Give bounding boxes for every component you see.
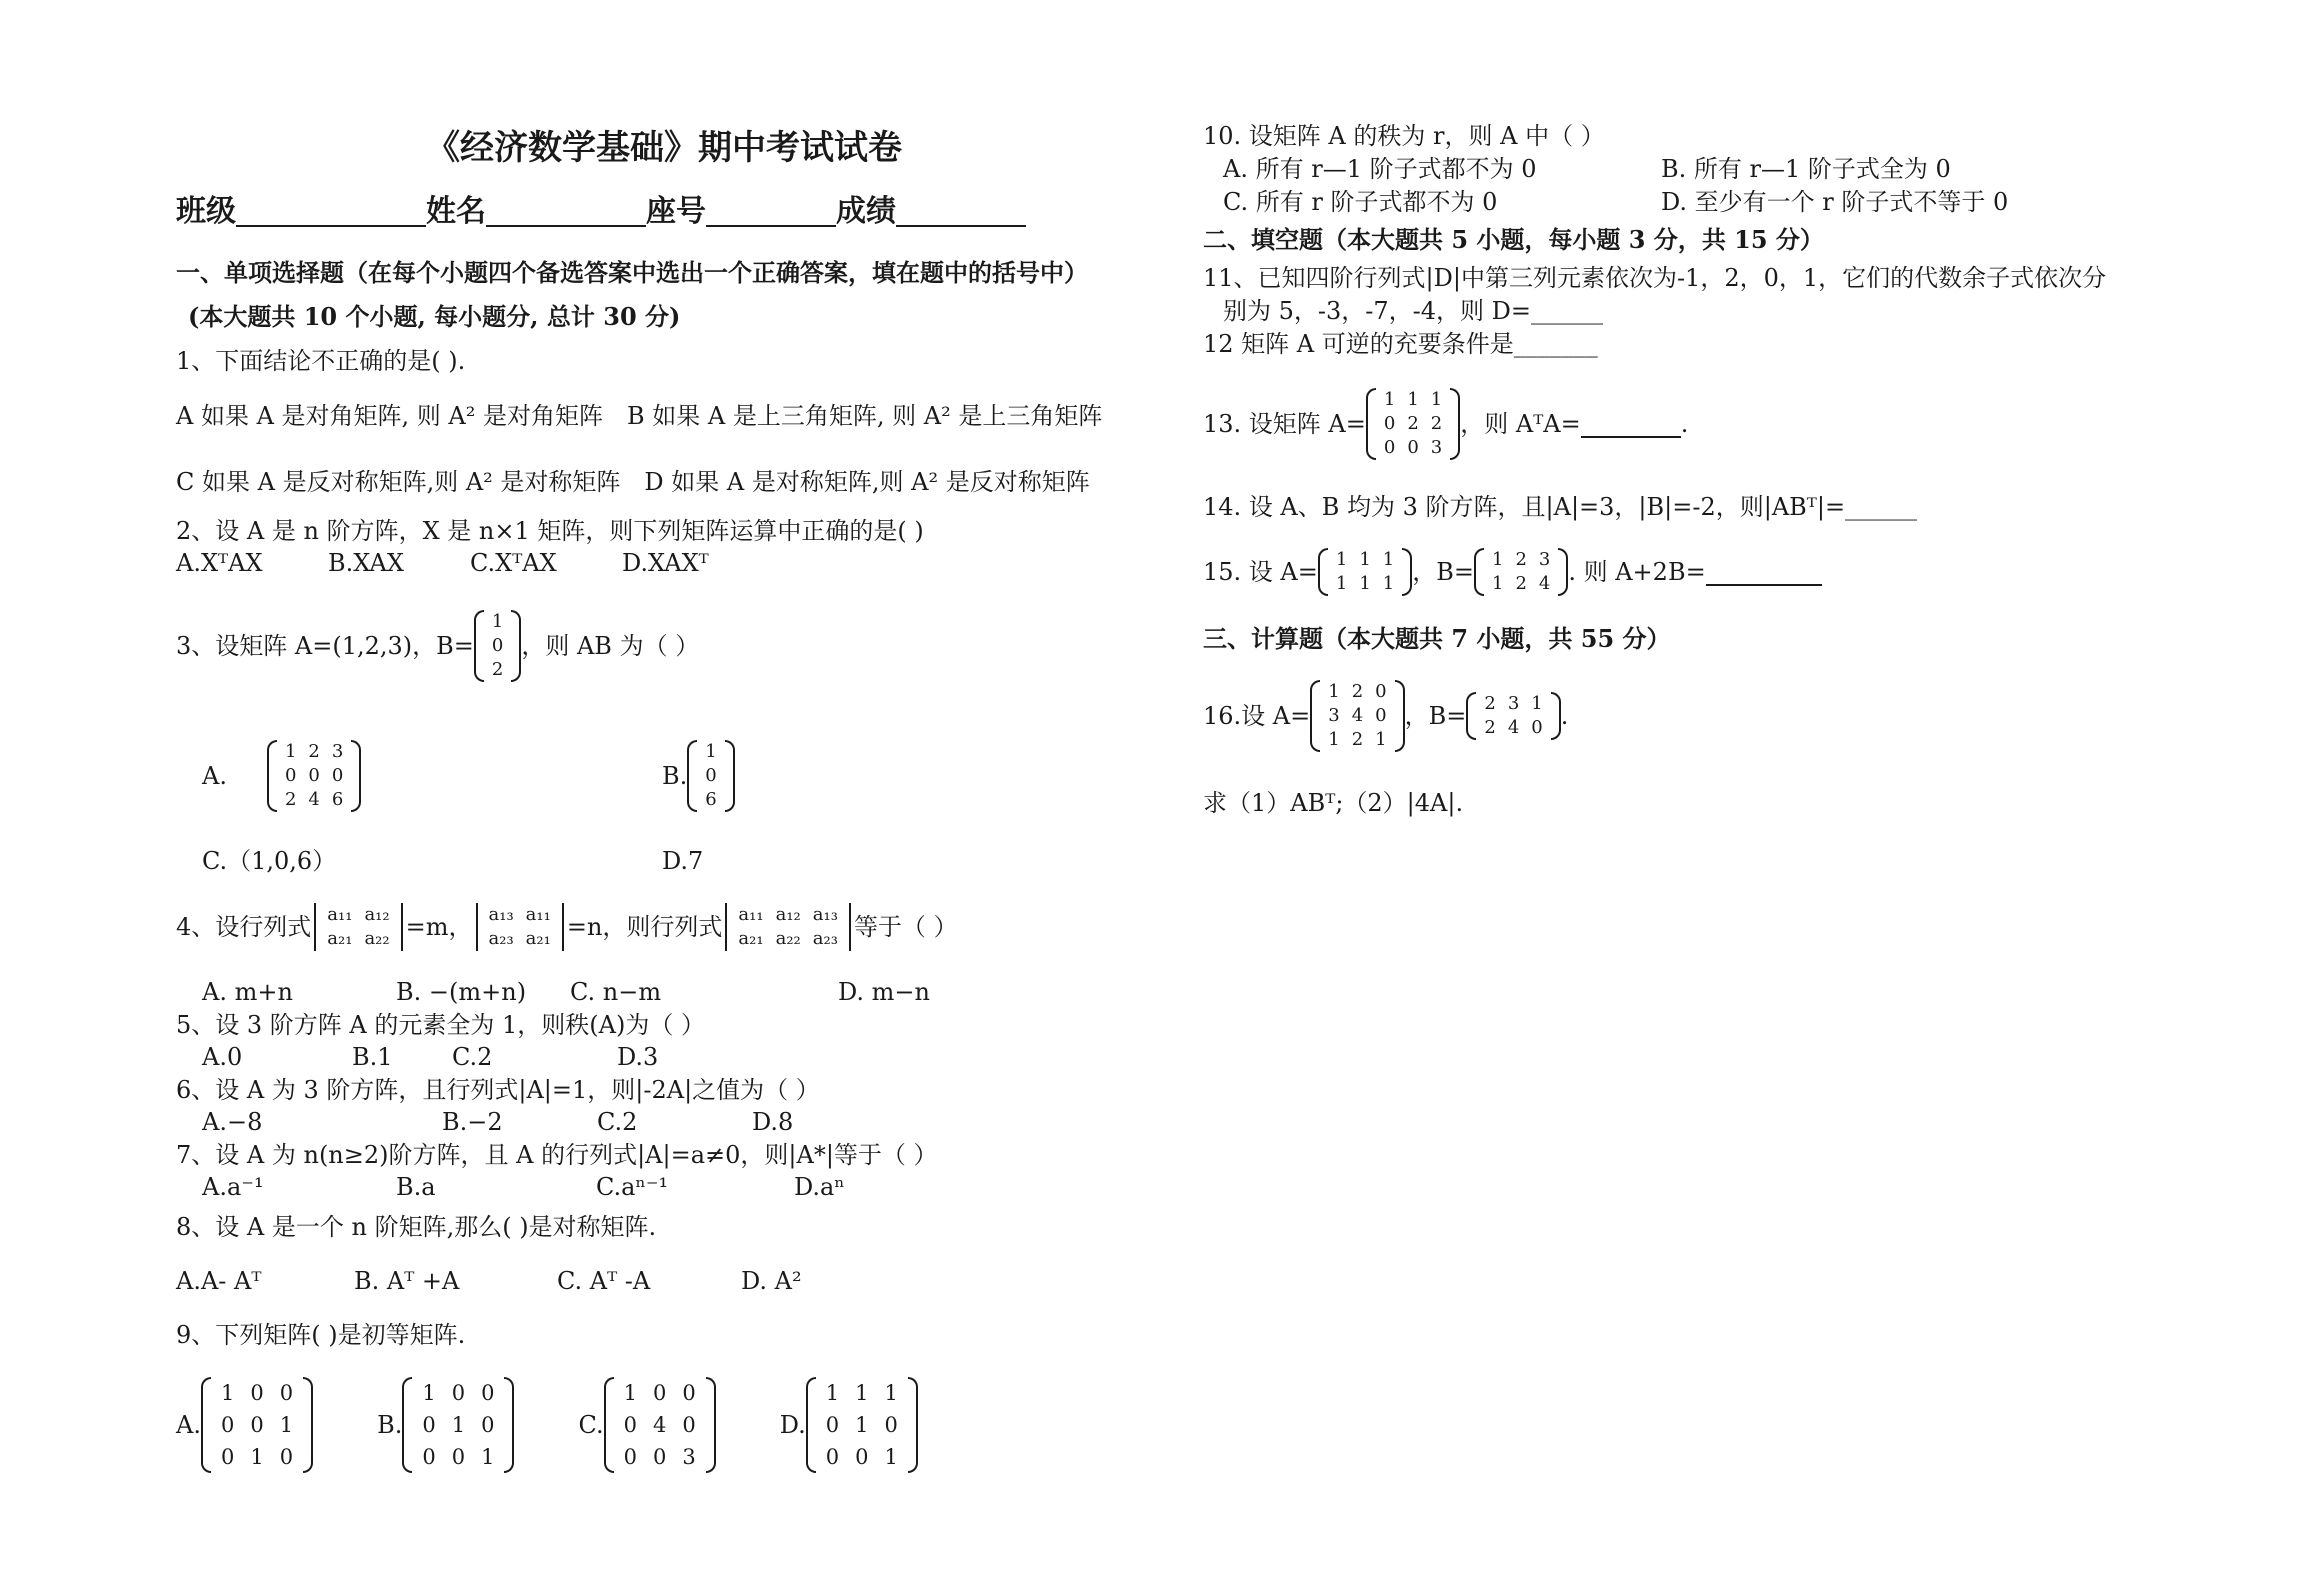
q7-options [202, 1172, 845, 1202]
matrix-entry: a₁₁ [525, 904, 551, 925]
q1-option-b: B 如果 A 是上三角矩阵, 则 A² 是上三角矩阵 [627, 402, 1103, 430]
q10-options-ab [1223, 154, 1951, 184]
section1-subtitle: (本大题共 10 个小题, 每小题分, 总计 30 分) [188, 302, 681, 331]
matrix-entry: 0 [855, 1445, 869, 1469]
q2-option-c: C.XᵀAX [470, 549, 557, 577]
q6-options [202, 1107, 793, 1137]
q13-stem: 13. 设矩阵 A= 1 1 1 0 2 2 0 0 3 ，则 AᵀA= . [1203, 389, 1689, 458]
q2-option-d: D.XAXᵀ [622, 549, 709, 577]
matrix-entry: a₂₁ [327, 928, 353, 949]
matrix-entry: 0 [279, 1445, 294, 1469]
score-label: 成绩 [836, 194, 896, 229]
name-label: 姓名 [426, 194, 486, 229]
q6-option-a: A.−8 [202, 1108, 263, 1136]
matrix-entry: 0 [481, 1413, 495, 1437]
matrix-entry: 1 [491, 611, 504, 632]
matrix-entry: 1 [1382, 549, 1395, 570]
matrix-entry: 1 [250, 1445, 264, 1469]
matrix-entry: 0 [1383, 437, 1396, 458]
q15-b-matrix [1474, 548, 1568, 596]
q4-option-a: A. m+n [202, 978, 293, 1006]
matrix-entry: 0 [250, 1381, 264, 1405]
q1-options-ab [176, 401, 1102, 431]
matrix-entry: 3 [1507, 693, 1520, 714]
matrix-entry: 0 [825, 1413, 840, 1437]
q3-option-d: D.7 [662, 847, 704, 875]
class-blank[interactable] [236, 199, 426, 227]
matrix-entry: 1 [1531, 693, 1543, 714]
matrix-entry: a₂₁ [738, 928, 764, 949]
matrix-entry: 0 [284, 765, 297, 786]
q16-a-matrix [1310, 680, 1404, 752]
q16-stem: 16.设 A= 1 2 0 3 4 0 1 2 1 ，B= 2 3 1 2 4 0 . [1203, 681, 1569, 750]
matrix-entry: 1 [284, 741, 297, 762]
matrix-entry: 2 [284, 789, 297, 810]
q5-option-a: A.0 [202, 1043, 243, 1071]
matrix-entry: 1 [1430, 389, 1443, 410]
q10-option-d: D. 至少有一个 r 阶子式不等于 0 [1661, 188, 2009, 216]
q9-stem: 9、下列矩阵( )是初等矩阵. [176, 1321, 466, 1349]
q8-option-b: B. Aᵀ +A [354, 1267, 460, 1295]
q5-option-c: C.2 [452, 1043, 493, 1071]
q8-stem: 8、设 A 是一个 n 阶矩阵,那么( )是对称矩阵. [176, 1213, 657, 1241]
matrix-entry: 1 [1359, 549, 1371, 570]
matrix-entry: a₂₂ [364, 928, 390, 949]
matrix-entry: 0 [451, 1445, 466, 1469]
q10-option-b: B. 所有 r—1 阶子式全为 0 [1661, 155, 1951, 183]
q7-option-c: C.aⁿ⁻¹ [596, 1173, 669, 1201]
q3-option-a-matrix [267, 740, 361, 812]
matrix-entry: a₂₁ [525, 928, 551, 949]
matrix-entry: 0 [653, 1381, 667, 1405]
matrix-entry: 0 [1383, 413, 1396, 434]
q16-b-matrix [1466, 692, 1560, 740]
matrix-entry: 1 [1335, 549, 1348, 570]
class-label: 班级 [176, 194, 236, 229]
matrix-entry: 0 [422, 1413, 436, 1437]
q4-det2 [473, 903, 567, 951]
q3-stem-b: ，则 AB 为（ ） [521, 632, 700, 660]
q1-options-cd [176, 467, 1090, 497]
matrix-entry: a₁₃ [812, 904, 838, 925]
matrix-entry: 1 [422, 1381, 436, 1405]
matrix-entry: a₁₂ [775, 904, 801, 925]
q1-option-d: D 如果 A 是对称矩阵,则 A² 是反对称矩阵 [644, 468, 1090, 496]
matrix-entry: 1 [481, 1445, 495, 1469]
q5-stem: 5、设 3 阶方阵 A 的元素全为 1，则秩(A)为（ ） [176, 1011, 705, 1039]
matrix-entry: 2 [1484, 717, 1496, 738]
q4-det3 [722, 903, 854, 951]
matrix-entry: 0 [331, 765, 344, 786]
matrix-entry: 1 [884, 1445, 898, 1469]
q4-det1 [311, 903, 405, 951]
q7-stem: 7、设 A 为 n(n≥2)阶方阵，且 A 的行列式|A|=a≠0，则|A*|等于（ ） [176, 1141, 938, 1169]
matrix-entry: 2 [1515, 573, 1527, 594]
matrix-entry: 1 [855, 1381, 869, 1405]
q8-option-d: D. A² [741, 1267, 802, 1295]
matrix-entry: 1 [705, 741, 717, 762]
matrix-entry: 0 [1531, 717, 1543, 738]
matrix-entry: a₁₂ [364, 904, 390, 925]
matrix-entry: 4 [1538, 573, 1551, 594]
seat-label: 座号 [646, 194, 706, 229]
q3-stem [176, 596, 699, 696]
matrix-entry: 0 [451, 1381, 466, 1405]
q9-option-d-matrix [806, 1377, 918, 1473]
q2-option-a: A.XᵀAX [176, 549, 263, 577]
matrix-entry: a₁₃ [488, 904, 514, 925]
matrix-entry: 4 [308, 789, 320, 810]
q10-option-a: A. 所有 r—1 阶子式都不为 0 [1223, 155, 1537, 183]
matrix-entry: 0 [653, 1445, 667, 1469]
q11-line2: 别为 5，-3，-7，-4，则 D=______ [1223, 297, 1604, 325]
q15-blank[interactable] [1706, 558, 1822, 586]
matrix-entry: 0 [422, 1445, 436, 1469]
q11-line1: 11、已知四阶行列式|D|中第三列元素依次为-1，2，0，1，它们的代数余子式依次分 [1203, 264, 2107, 292]
q10-options-cd [1223, 187, 2008, 217]
matrix-entry: 2 [1515, 549, 1527, 570]
matrix-entry: 1 [884, 1381, 898, 1405]
q13-blank[interactable] [1581, 410, 1681, 438]
name-blank[interactable] [486, 199, 646, 227]
matrix-entry: 2 [1484, 693, 1496, 714]
page-title: 《经济数学基础》期中考试试卷 [426, 128, 902, 168]
matrix-entry: 0 [705, 765, 717, 786]
q4-options [202, 977, 930, 1007]
matrix-entry: a₂₃ [812, 928, 838, 949]
matrix-entry: 0 [308, 765, 320, 786]
matrix-entry: 0 [682, 1413, 696, 1437]
matrix-entry: 2 [308, 741, 320, 762]
matrix-entry: 3 [682, 1445, 696, 1469]
matrix-entry: 1 [1359, 573, 1371, 594]
matrix-entry: 1 [623, 1381, 637, 1405]
q6-option-b: B.−2 [442, 1108, 503, 1136]
section3-title: 三、计算题（本大题共 7 小题，共 55 分） [1203, 624, 1671, 653]
matrix-entry: 1 [825, 1381, 840, 1405]
matrix-entry: 0 [884, 1413, 898, 1437]
q2-options [176, 548, 709, 578]
matrix-entry: 0 [682, 1381, 696, 1405]
matrix-entry: 2 [1351, 729, 1364, 750]
matrix-entry: a₂₃ [488, 928, 514, 949]
matrix-entry: 4 [653, 1413, 667, 1437]
q15-stem: 15. 设 A= 1 1 1 1 1 1 ，B= 1 2 3 1 2 4 . 则 A+2B= [1203, 542, 1822, 602]
matrix-entry: 3 [1430, 437, 1443, 458]
matrix-entry: 0 [623, 1413, 637, 1437]
matrix-entry: 0 [279, 1381, 294, 1405]
matrix-entry: 6 [705, 789, 717, 810]
matrix-entry: 2 [1351, 681, 1364, 702]
q4-option-b: B. −(m+n) [396, 978, 527, 1006]
matrix-entry: 1 [1491, 549, 1504, 570]
matrix-entry: 0 [623, 1445, 637, 1469]
q13-matrix [1366, 388, 1460, 460]
matrix-entry: a₁₁ [738, 904, 764, 925]
matrix-entry: 0 [220, 1413, 235, 1437]
q2-stem: 2、设 A 是 n 阶方阵，X 是 n×1 矩阵，则下列矩阵运算中正确的是( ) [176, 517, 924, 545]
q8-options [176, 1266, 802, 1296]
matrix-entry: 1 [1407, 389, 1419, 410]
matrix-entry: 1 [1375, 729, 1387, 750]
q5-option-d: D.3 [617, 1043, 659, 1071]
matrix-entry: 1 [451, 1413, 466, 1437]
matrix-entry: 6 [331, 789, 344, 810]
matrix-entry: 2 [491, 659, 504, 680]
seat-blank[interactable] [706, 199, 836, 227]
q14-text: 14. 设 A、B 均为 3 阶方阵，且|A|=3，|B|=-2，则|ABᵀ|=______ [1203, 493, 1918, 521]
q10-option-c: C. 所有 r 阶子式都不为 0 [1223, 188, 1498, 216]
q3-b-matrix [474, 610, 521, 682]
q7-option-b: B.a [396, 1173, 436, 1201]
matrix-entry: 0 [491, 635, 504, 656]
matrix-entry: 1 [1328, 681, 1340, 702]
q9-option-c-matrix [604, 1377, 716, 1473]
matrix-entry: 4 [1351, 705, 1364, 726]
matrix-entry: 0 [1407, 437, 1419, 458]
q15-a-matrix [1318, 548, 1412, 596]
matrix-entry: 0 [825, 1445, 840, 1469]
q2-option-b: B.XAX [328, 549, 404, 577]
q3-option-b-matrix [687, 740, 734, 812]
q10-stem: 10. 设矩阵 A 的秩为 r，则 A 中（ ） [1203, 122, 1605, 150]
matrix-entry: 0 [220, 1445, 235, 1469]
q6-option-d: D.8 [752, 1108, 794, 1136]
q7-option-d: D.aⁿ [794, 1173, 845, 1201]
matrix-entry: 1 [1382, 573, 1395, 594]
matrix-entry: 1 [1383, 389, 1396, 410]
matrix-entry: 3 [1328, 705, 1340, 726]
q4-option-d: D. m−n [838, 978, 930, 1006]
q12-text: 12 矩阵 A 可逆的充要条件是_______ [1203, 330, 1598, 358]
q6-stem: 6、设 A 为 3 阶方阵，且行列式|A|=1，则|-2A|之值为（ ） [176, 1076, 820, 1104]
q5-option-b: B.1 [352, 1043, 393, 1071]
q9-options: A. 1 0 0 0 0 1 0 1 0 B. 1 0 0 0 1 0 0 0 1 C. 1 0 0 0 4 0 0 0 3 D. 1 1 1 0 1 0 0 0 1 [176, 1370, 918, 1480]
matrix-entry: 1 [279, 1413, 294, 1437]
section1-title: 一、单项选择题（在每个小题四个备选答案中选出一个正确答案，填在题中的括号中） [176, 258, 1088, 287]
q1-option-a: A 如果 A 是对角矩阵, 则 A² 是对角矩阵 [176, 402, 604, 430]
matrix-entry: 1 [1491, 573, 1504, 594]
matrix-entry: 0 [481, 1381, 495, 1405]
q3-option-a: A. 1 2 3 0 0 0 2 4 6 [202, 726, 361, 826]
q5-options [202, 1042, 658, 1072]
matrix-entry: 4 [1507, 717, 1520, 738]
section2-title: 二、填空题（本大题共 5 小题，每小题 3 分，共 15 分） [1203, 225, 1824, 254]
q3-option-c: C.（1,0,6） [202, 847, 337, 875]
matrix-entry: 3 [1538, 549, 1551, 570]
q6-option-c: C.2 [597, 1108, 638, 1136]
q8-option-a: A.A- Aᵀ [176, 1267, 262, 1295]
matrix-entry: 0 [1375, 681, 1387, 702]
q8-option-c: C. Aᵀ -A [557, 1267, 651, 1295]
matrix-entry: 1 [855, 1413, 869, 1437]
matrix-entry: 2 [1430, 413, 1443, 434]
matrix-entry: 0 [1375, 705, 1387, 726]
q4-stem: 4、设行列式 a₁₁ a₁₂ a₂₁ a₂₂ =m， a₁₃ a₁₁ a₂₃ a₂₁ =n，则行列式 a₁₁ a₁₂ a₁₃ a₂₁ a₂₂ a₂₃ 等于（ ） [176, 904, 958, 949]
matrix-entry: 2 [1407, 413, 1419, 434]
q3-stem-a: 3、设矩阵 A=(1,2,3)，B= [176, 632, 474, 660]
matrix-entry: 1 [220, 1381, 235, 1405]
q16-ask: 求（1）ABᵀ;（2）|4A|. [1203, 789, 1464, 817]
matrix-entry: a₁₁ [327, 904, 353, 925]
score-blank[interactable] [896, 199, 1026, 227]
matrix-entry: 1 [1335, 573, 1348, 594]
matrix-entry: 0 [250, 1413, 264, 1437]
q9-option-b-matrix [402, 1377, 514, 1473]
q9-option-a-matrix [201, 1377, 313, 1473]
student-info-row [176, 194, 1026, 229]
q1-stem: 1、下面结论不正确的是( ). [176, 347, 466, 375]
q3-option-b: B. 1 0 6 [662, 726, 735, 826]
matrix-entry: 3 [331, 741, 344, 762]
q1-option-c: C 如果 A 是反对称矩阵,则 A² 是对称矩阵 [176, 468, 621, 496]
q4-option-c: C. n−m [570, 978, 662, 1006]
matrix-entry: a₂₂ [775, 928, 801, 949]
matrix-entry: 1 [1328, 729, 1340, 750]
q7-option-a: A.a⁻¹ [202, 1173, 264, 1201]
